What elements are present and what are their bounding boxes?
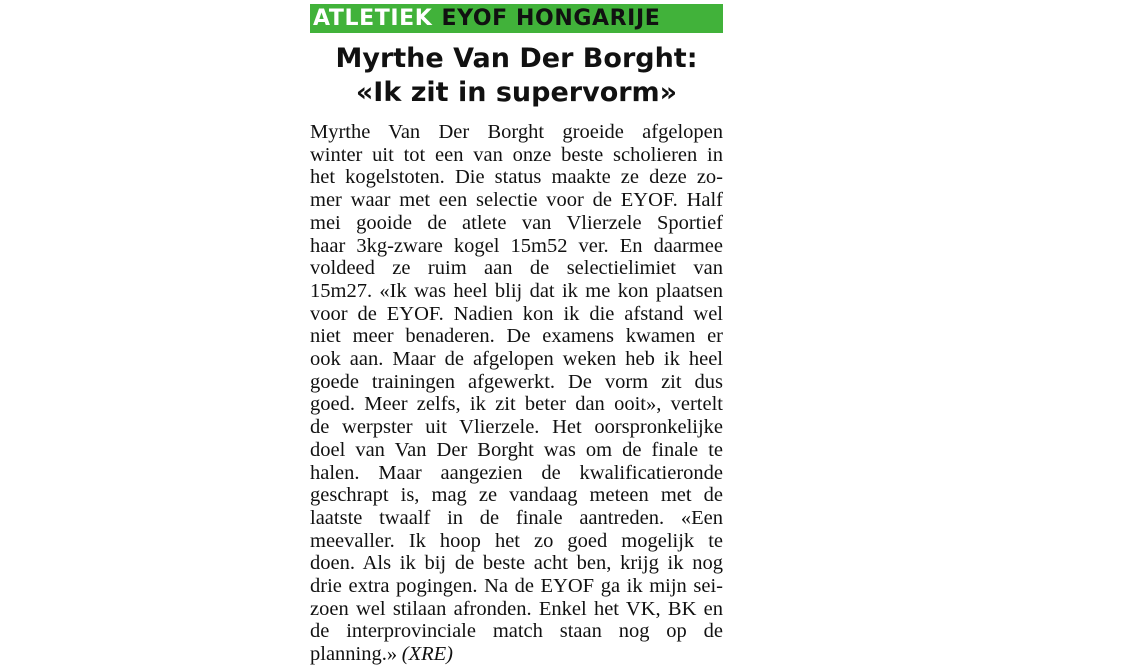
body-line: halen. Maar aangezien de kwalificatieronde <box>310 461 723 484</box>
body-line: mei gooide de atlete van Vlierzele Sportief <box>310 211 723 234</box>
body-line: 15m27. «Ik was heel blij dat ik me kon plaatsen <box>310 279 723 302</box>
section-kicker <box>310 4 723 33</box>
body-line: haar 3kg-zware kogel 15m52 ver. En daarmee <box>310 234 723 257</box>
body-line: het kogelstoten. Die status maakte ze deze zo- <box>310 166 723 189</box>
body-line: niet meer benaderen. De examens kwamen er <box>310 325 723 348</box>
body-line: goede trainingen afgewerkt. De vorm zit dus <box>310 370 723 393</box>
body-line: Myrthe Van Der Borght groeide afgelopen <box>310 121 723 143</box>
body-line-final-text: planning.» <box>310 643 398 666</box>
body-line: voor de EYOF. Nadien kon ik die afstand wel <box>310 302 723 325</box>
body-line: de interprovinciale match staan nog op de <box>310 620 723 643</box>
body-line: doel van Van Der Borght was om de finale te <box>310 438 723 461</box>
kicker-section: ATLETIEK <box>313 6 433 31</box>
headline-line-2: «Ik zit in supervorm» <box>355 77 678 108</box>
body-line: goed. Meer zelfs, ik zit beter dan ooit», vertelt <box>310 393 723 416</box>
byline: (XRE) <box>401 643 453 666</box>
body-line: laatste twaalf in de finale aantreden. «Een <box>310 506 723 529</box>
body-line: meevaller. Ik hoop het zo goed mogelijk te <box>310 529 723 552</box>
body-line: zoen wel stilaan afronden. Enkel het VK, BK en <box>310 597 723 620</box>
body-line: winter uit tot een van onze beste scholieren in <box>310 143 723 166</box>
kicker-event: EYOF HONGARIJE <box>441 6 661 31</box>
body-line: de werpster uit Vlierzele. Het oorspronkelijke <box>310 416 723 439</box>
body-line: mer waar met een selectie voor de EYOF. Half <box>310 189 723 212</box>
body-line: doen. Als ik bij de beste acht ben, krijg ik nog <box>310 552 723 575</box>
body-line: ook aan. Maar de afgelopen weken heb ik heel <box>310 348 723 371</box>
body-line: drie extra pogingen. Na de EYOF ga ik mijn sei- <box>310 575 723 598</box>
body-line: geschrapt is, mag ze vandaag meteen met de <box>310 484 723 507</box>
body-line-final <box>310 643 723 666</box>
article <box>310 4 723 666</box>
headline <box>310 42 723 110</box>
headline-line-1: Myrthe Van Der Borght: <box>335 43 698 74</box>
article-body <box>310 121 723 666</box>
body-line: voldeed ze ruim aan de selectielimiet van <box>310 257 723 280</box>
